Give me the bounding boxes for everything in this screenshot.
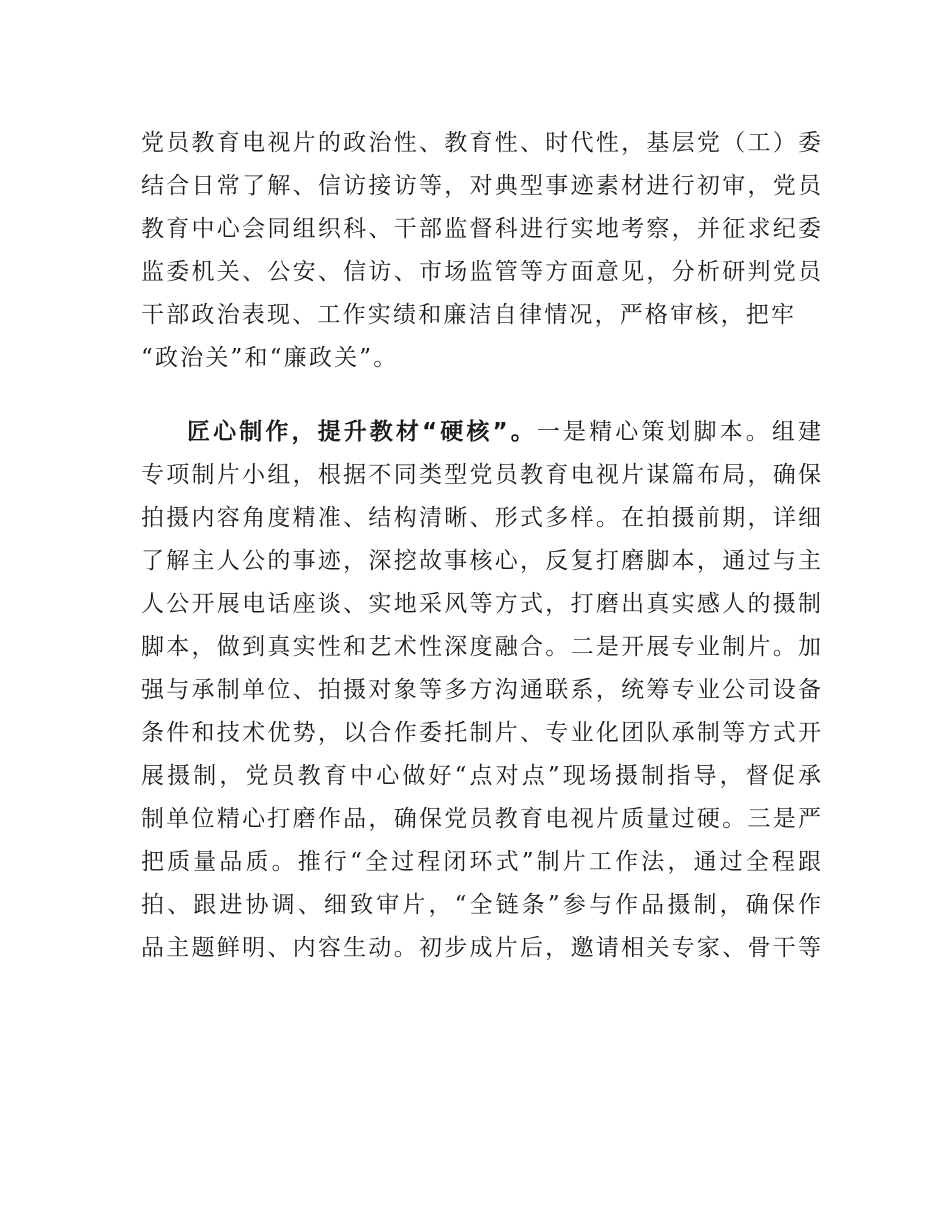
- paragraph-gap: [141, 380, 821, 411]
- text-line: 教育中心会同组织科、干部监督科进行实地考察，并征求纪委: [141, 216, 821, 242]
- paragraph-1: [141, 122, 821, 380]
- text-line: 监委机关、公安、信访、市场监管等方面意见，分析研判党员: [141, 259, 821, 285]
- section-heading: 匠心制作，提升教材“硬核”。: [187, 419, 537, 445]
- text-line: 品主题鲜明、内容生动。初步成片后，邀请相关专家、骨干等: [141, 935, 821, 961]
- first-line-text: 一是精心策划脚本。组建: [536, 419, 822, 445]
- text-line: 展摄制，党员教育中心做好“点对点”现场摄制指导，督促承: [141, 763, 821, 789]
- text-line: 把质量品质。推行“全过程闭环式”制片工作法，通过全程跟: [141, 849, 821, 875]
- text-line: 了解主人公的事迹，深挖故事核心，反复打磨脚本，通过与主: [141, 548, 821, 574]
- text-line: 脚本，做到真实性和艺术性深度融合。二是开展专业制片。加: [141, 634, 821, 660]
- text-line: 人公开展电话座谈、实地采风等方式，打磨出真实感人的摄制: [141, 591, 821, 617]
- text-line: 专项制片小组，根据不同类型党员教育电视片谋篇布局，确保: [141, 462, 821, 488]
- text-line: 党员教育电视片的政治性、教育性、时代性，基层党（工）委: [141, 130, 821, 156]
- text-line: 拍摄内容角度精准、结构清晰、形式多样。在拍摄前期，详细: [141, 505, 821, 531]
- paragraph-2: [141, 411, 821, 970]
- text-line: “政治关”和“廉政关”。: [141, 345, 399, 371]
- text-line: 结合日常了解、信访接访等，对典型事迹素材进行初审，党员: [141, 173, 821, 199]
- text-line: 制单位精心打磨作品，确保党员教育电视片质量过硬。三是严: [141, 806, 821, 832]
- text-line: 条件和技术优势，以合作委托制片、专业化团队承制等方式开: [141, 720, 821, 746]
- paragraph-2-first-line: [141, 411, 821, 454]
- text-line: 干部政治表现、工作实绩和廉洁自律情况，严格审核，把牢: [141, 302, 797, 328]
- text-line: 强与承制单位、拍摄对象等多方沟通联系，统筹专业公司设备: [141, 677, 821, 703]
- document-body: [141, 122, 821, 970]
- text-line: 拍、跟进协调、细致审片，“全链条”参与作品摄制，确保作: [141, 892, 821, 918]
